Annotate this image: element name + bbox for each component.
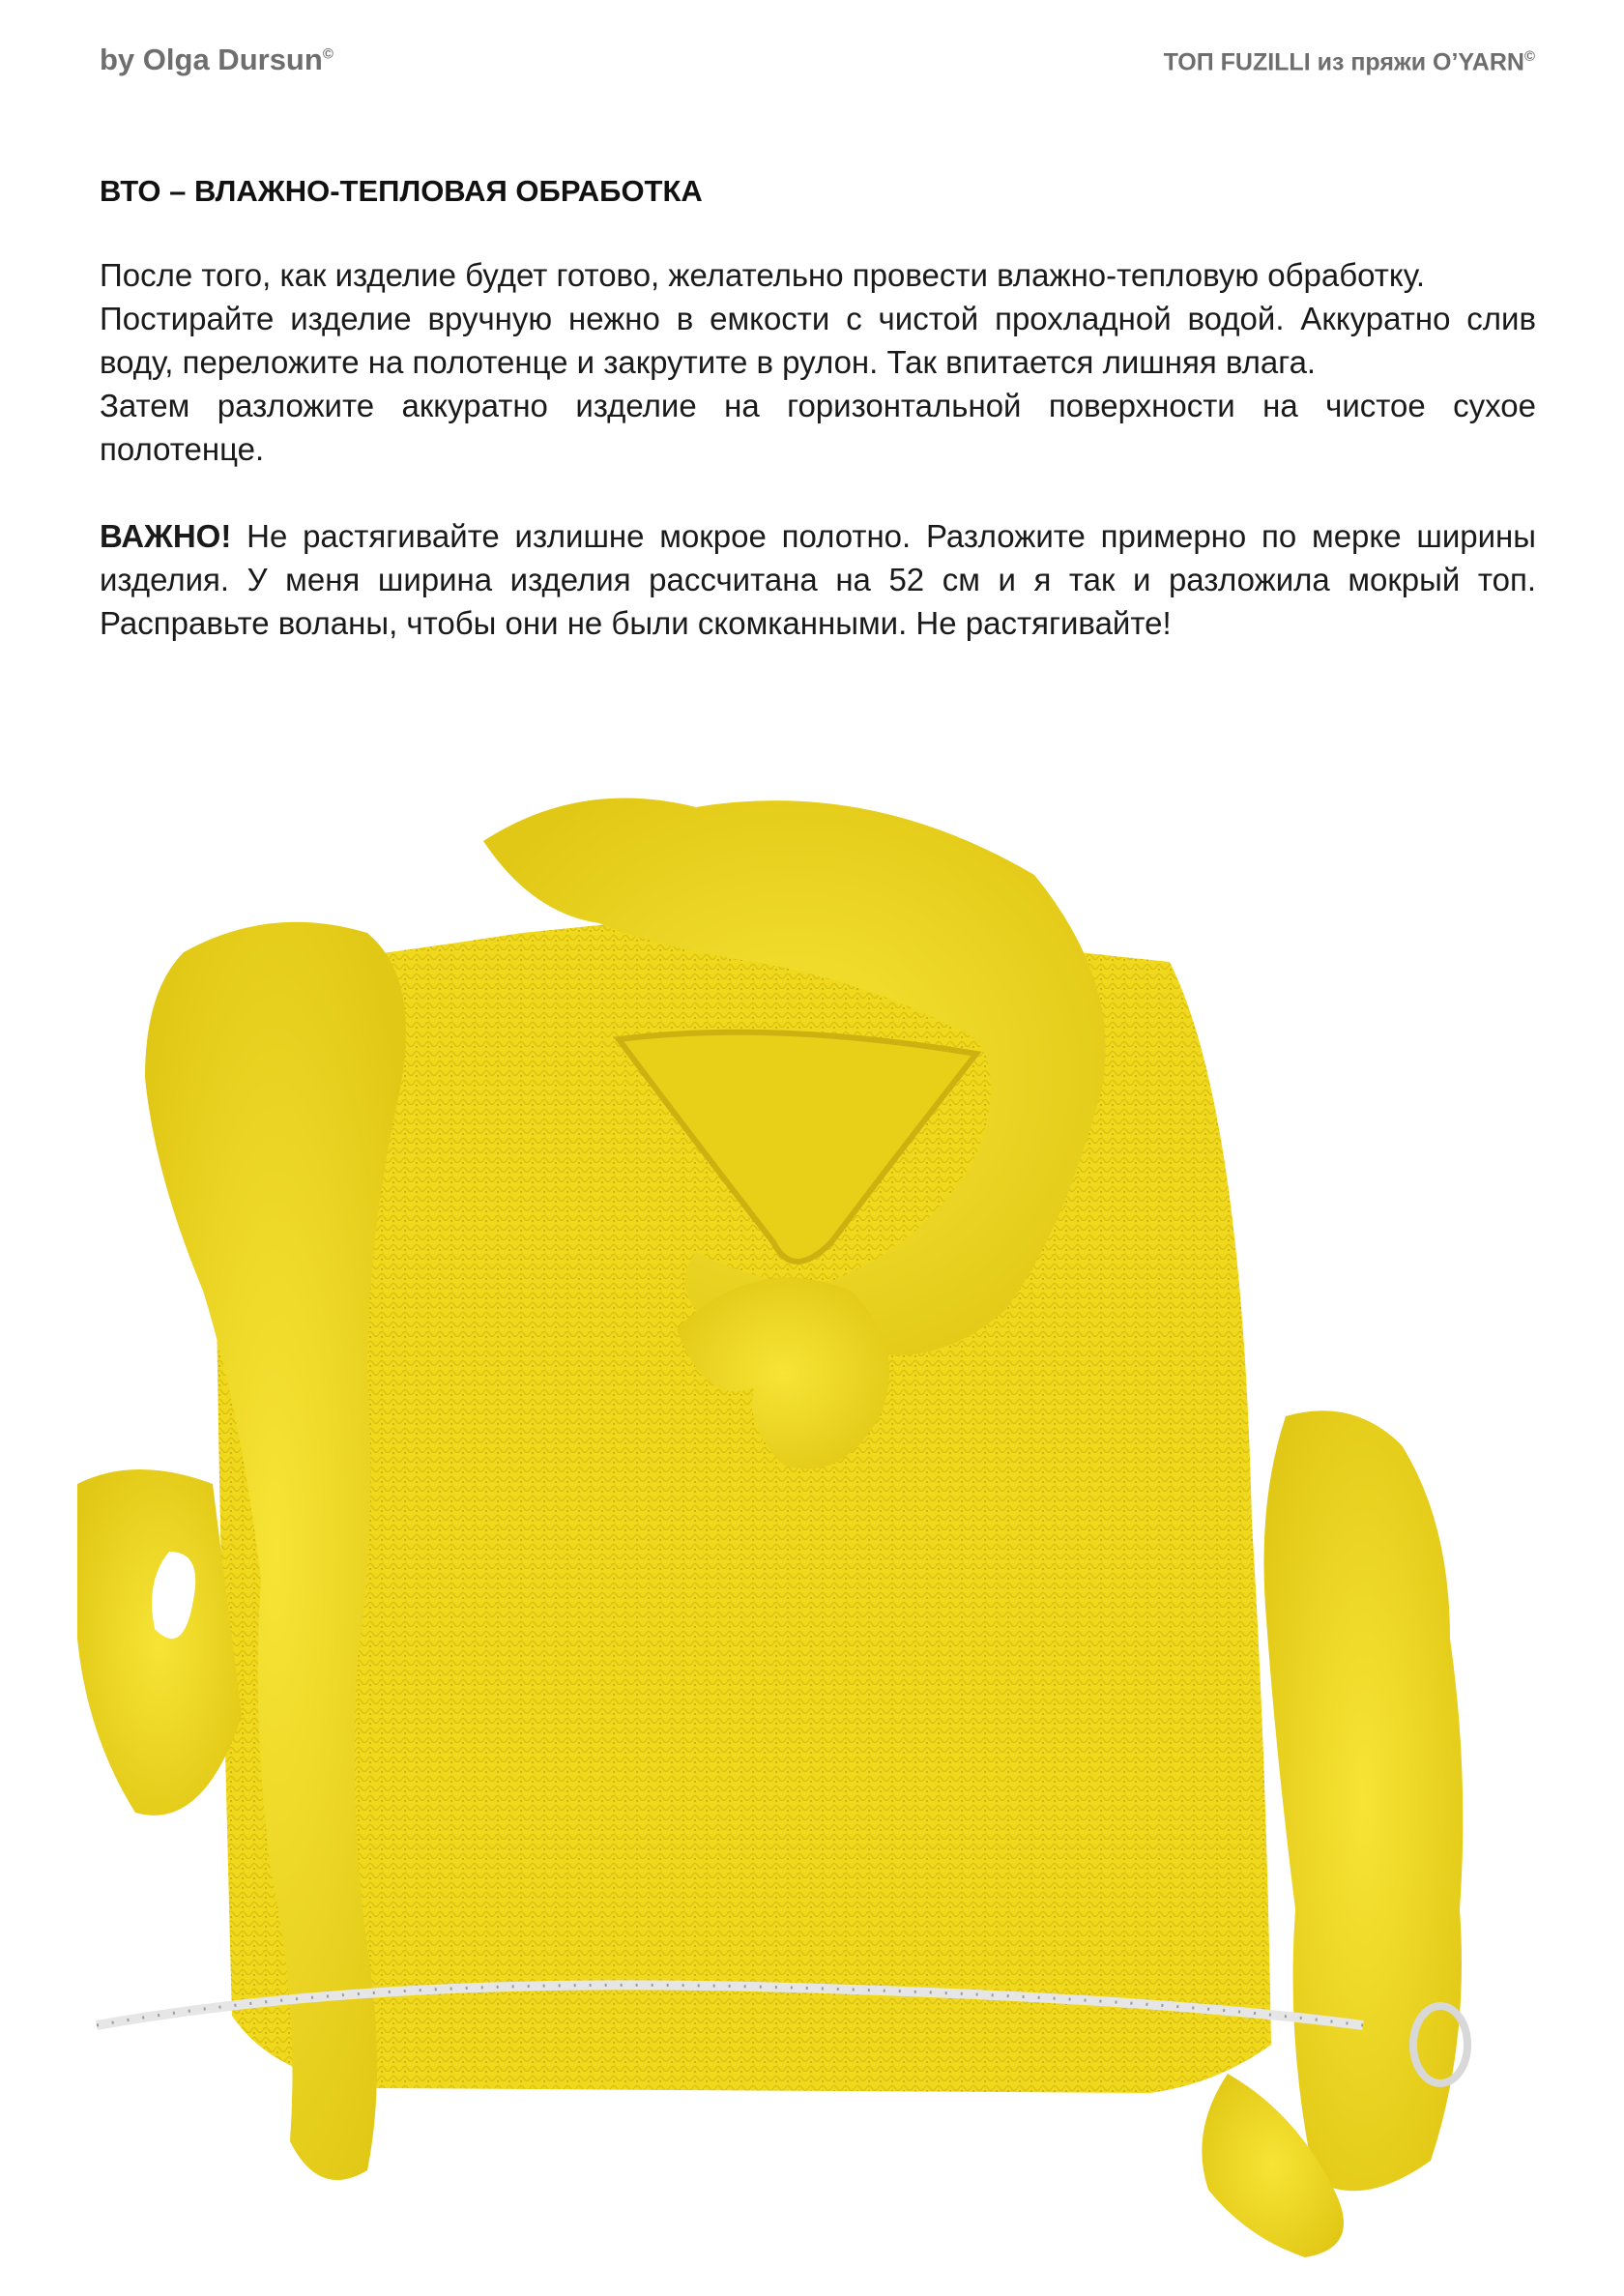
right-ruffle xyxy=(1264,1410,1464,2191)
important-paragraph xyxy=(100,514,1536,645)
paragraph-2: Постирайте изделие вручную нежно в емкости с чистой прохладной водой. Аккуратно слив воду, переложите на полотенце и закрутите в рулон. Так впитается лишняя влага. xyxy=(100,301,1536,380)
title-copyright-mark: © xyxy=(1523,47,1535,65)
section-title: ВТО – ВЛАЖНО-ТЕПЛОВАЯ ОБРАБОТКА xyxy=(100,174,703,208)
left-flap xyxy=(77,1469,242,1816)
author-name: by Olga Dursun xyxy=(100,43,323,76)
document-title xyxy=(1164,48,1535,76)
author-credit xyxy=(100,43,334,77)
important-label: ВАЖНО! xyxy=(100,518,232,554)
important-text: Не растягивайте излишне мокрое полотно. Разложите примерно по мерке ширины изделия. У меня ширина изделия рассчитана на 52 см и я так и разложила мокрый топ. Расправьте воланы, чтобы они не были скомканными. Не растягивайте! xyxy=(100,518,1536,641)
author-copyright-mark: © xyxy=(322,45,334,63)
paragraph-3: Затем разложите аккуратно изделие на горизонтальной поверхности на чистое сухое полотенце. xyxy=(100,388,1536,467)
document-title-text: ТОП FUZILLI из пряжи O’YARN xyxy=(1163,48,1524,75)
knitted-top-photo xyxy=(77,788,1556,2272)
instructions-body xyxy=(100,253,1536,645)
paragraph-1: После того, как изделие будет готово, желательно провести влажно-тепловую обработку. xyxy=(100,257,1426,293)
page-header xyxy=(100,43,1535,77)
